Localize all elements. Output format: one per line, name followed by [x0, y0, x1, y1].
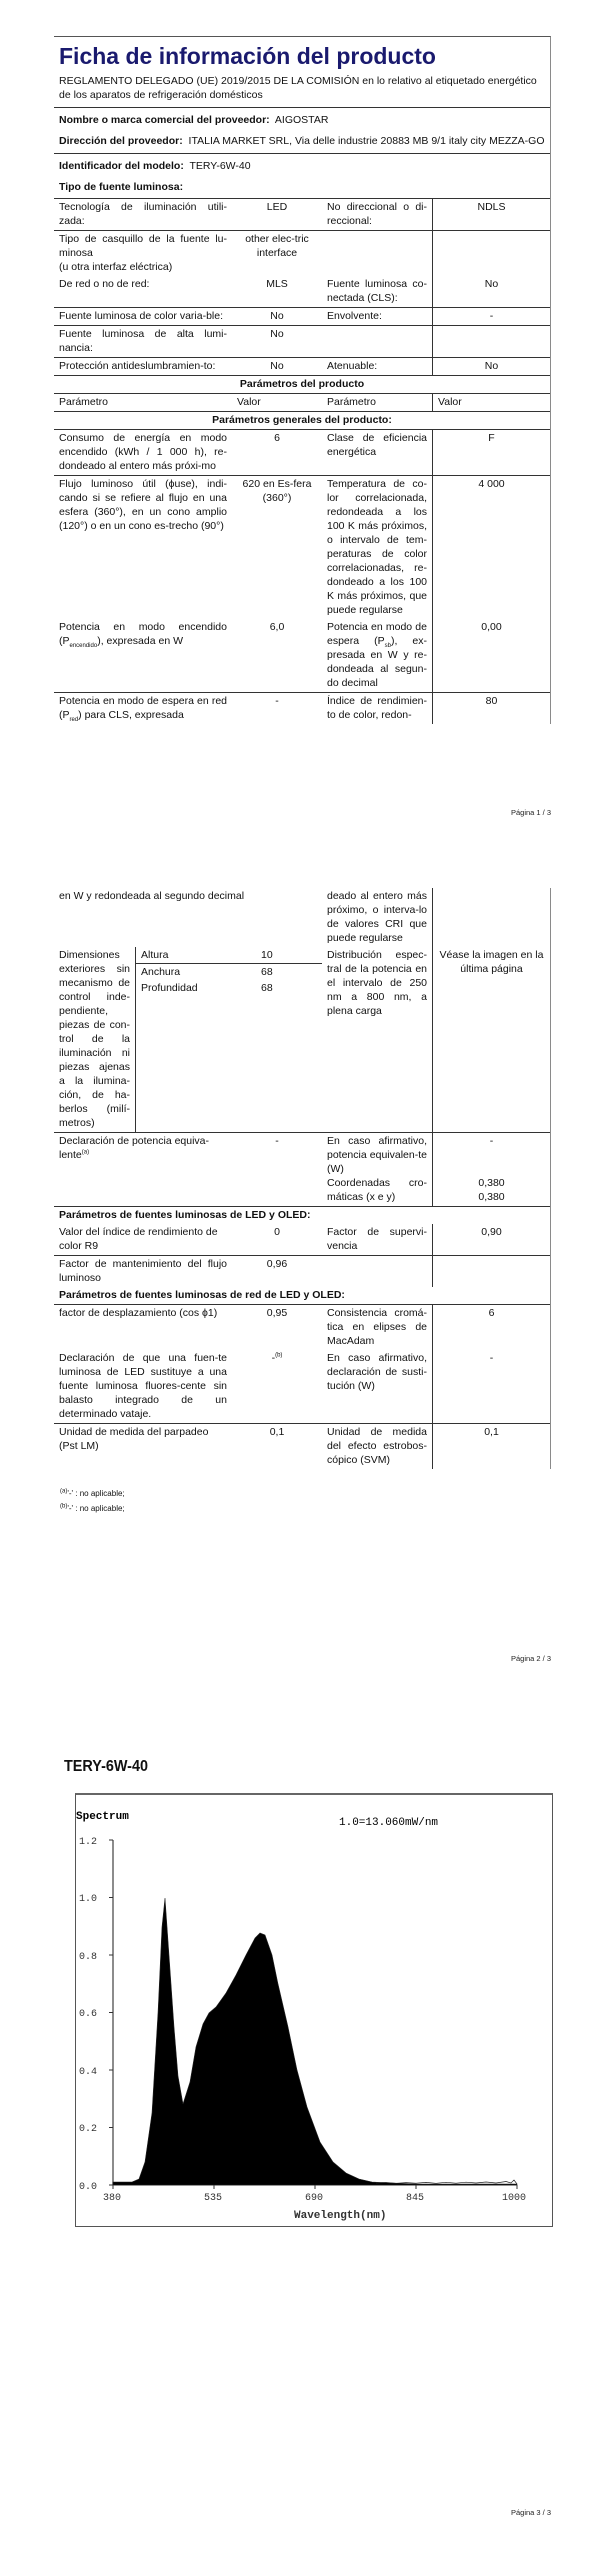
svg-text:1.0: 1.0	[79, 1894, 98, 1905]
cls-label: Fuente luminosa co-nectada (CLS):	[322, 276, 433, 307]
cri-value: 80	[485, 695, 498, 707]
supplier-address-value: ITALIA MARKET SRL, Via delle industrie 20883 MB 9/1 italy city MEZZA-GO	[188, 135, 545, 147]
cct-value: 4 000	[478, 478, 505, 490]
model-label: Identificador del modelo:	[59, 160, 184, 172]
color-consistency-label: Consistencia cromá-tica en elipses de MacAdam	[322, 1305, 433, 1350]
flux-label: Flujo luminoso útil (ϕuse), indi-cando si se refiere al flujo en una esfera (360°), en un cono amplio (120°) o en un cono es-trecho (90°)	[59, 478, 227, 532]
net-standby-label-cont: en W y redondeada al segundo decimal	[59, 890, 245, 902]
svg-text:1000: 1000	[502, 2193, 527, 2204]
cri-label: Índice de rendimien-to de color, redon-	[322, 693, 433, 724]
led-params-title: Parámetros de fuentes luminosas de LED y OLED:	[59, 1209, 311, 1221]
cap-note: (u otra interfaz eléctrica)	[59, 261, 173, 273]
dimensions-values	[136, 947, 322, 1132]
chroma-y-value: 0,380	[478, 1191, 505, 1203]
general-params-row	[54, 412, 550, 430]
col-header-param-1: Parámetro	[59, 396, 109, 408]
equiv-power-row	[54, 1133, 550, 1207]
flicker-label: Unidad de medida del parpadeo (Pst LM)	[59, 1426, 209, 1452]
standby-power-value: 0,00	[481, 621, 502, 633]
dimension-width: Anchura 68	[141, 966, 273, 978]
regulation-row	[54, 73, 550, 108]
envelope-label: Envolvente:	[322, 308, 433, 325]
stroboscopic-label: Unidad de medida del efecto estrobos-cópico (SVM)	[322, 1424, 433, 1469]
supplier-name-label: Nombre o marca comercial del proveedor:	[59, 114, 270, 126]
cap-value: other elec-tric interface	[245, 233, 309, 259]
color-consistency-value: 6	[488, 1307, 495, 1319]
page-number-1: Página 1 / 3	[510, 808, 551, 817]
glare-value: No	[270, 360, 284, 372]
product-info-table-page-1	[54, 36, 551, 724]
survival-value: 0,90	[481, 1226, 502, 1238]
replacement-value: -	[489, 1352, 494, 1364]
params-header-row	[54, 394, 550, 412]
r9-label: Valor del índice de rendimiento de color R9	[59, 1226, 218, 1252]
footnote-a: $^{(a)}$'-' : no aplicable;	[60, 1488, 125, 1498]
svg-text:1.2: 1.2	[79, 1837, 98, 1848]
spectrum-chart	[76, 1795, 552, 2226]
mains-row	[54, 276, 550, 308]
mains-value: MLS	[266, 278, 288, 290]
y-ticks	[79, 1837, 113, 2193]
r9-value: 0	[274, 1226, 280, 1238]
page-number-3: Página 3 / 3	[510, 2508, 551, 2517]
mains-label: De red o no de red:	[59, 278, 150, 290]
supplier-name-row	[54, 108, 550, 133]
svg-text:0.2: 0.2	[79, 2124, 98, 2135]
flicker-value: 0,1	[269, 1426, 285, 1438]
page-title: Ficha de información del producto	[59, 43, 436, 69]
cls-value: No	[484, 278, 499, 290]
dimensions-row	[54, 947, 550, 1133]
spd-value: Véase la imagen en la última página	[439, 949, 544, 975]
dimensions-label: Dimensiones exteriores sin mecanismo de control inde-pendiente, piezas de con-trol de la iluminación ni piezas ajenas a la ilumina-ción, de ha-berlos (milí-metros)	[54, 947, 136, 1132]
on-power-value: 6,0	[269, 621, 285, 633]
svg-text:845: 845	[406, 2193, 425, 2204]
envelope-value: -	[489, 310, 494, 322]
fluorescent-row	[54, 1350, 550, 1424]
cap-row	[54, 231, 550, 276]
cap-label: Tipo de casquillo de la fuente lu-minosa	[59, 233, 227, 259]
directional-value: NDLS	[477, 201, 506, 213]
source-type-heading: Tipo de fuente luminosa:	[59, 181, 184, 193]
displacement-row	[54, 1305, 550, 1350]
equiv-power-value: -	[489, 1135, 494, 1147]
dimmable-value: No	[484, 360, 499, 372]
net-standby-value: -	[275, 695, 279, 707]
supplier-address-row	[54, 133, 550, 154]
energy-row	[54, 430, 550, 476]
lumen-maint-value: 0,96	[266, 1258, 288, 1270]
energy-label: Consumo de energía en modo encendido (kWh / 1 000 h), re-dondeado al entero más próxi-mo	[59, 432, 227, 472]
lumen-maint-row	[54, 1256, 550, 1287]
title-row	[54, 37, 550, 73]
flux-row	[54, 476, 550, 619]
svg-text:0.0: 0.0	[79, 2182, 98, 2193]
tech-value: LED	[266, 201, 288, 213]
eff-class-label: Clase de eficiencia energética	[322, 430, 433, 475]
chart-annotation: 1.0=13.060mW/nm	[339, 1817, 439, 1829]
supplier-address-label: Dirección del proveedor:	[59, 135, 183, 147]
glare-row	[54, 358, 550, 376]
svg-text:690: 690	[305, 2193, 324, 2204]
mains-led-title: Parámetros de fuentes luminosas de red de LED y OLED:	[59, 1289, 345, 1301]
cct-label: Temperatura de co-lor correlacionada, redondeada a los 100 K más próximos, o intervalo de tem-peraturas de color correlacionadas, re-dondeado a los 100 K más próximos, que puede regularse	[322, 476, 433, 619]
dimension-height: Altura 10	[136, 947, 322, 964]
eff-class-value: F	[488, 432, 495, 444]
power-row	[54, 619, 550, 693]
led-params-title-row	[54, 1207, 550, 1224]
svg-text:535: 535	[204, 2193, 223, 2204]
chroma-x-value: 0,380	[478, 1177, 505, 1189]
params-section-title: Parámetros del producto	[239, 378, 365, 390]
high-luminance-value: No	[270, 328, 284, 340]
model-value: TERY-6W-40	[189, 160, 251, 172]
r9-row	[54, 1224, 550, 1256]
y-axis-label: Spectrum	[76, 1811, 129, 1823]
color-tunable-value: No	[270, 310, 284, 322]
footnote-b: $^{(b)}$'-' : no aplicable;	[60, 1503, 125, 1513]
lumen-maint-label: Factor de mantenimiento del flujo luminoso	[59, 1258, 227, 1284]
svg-text:0.4: 0.4	[79, 2067, 98, 2078]
spd-label: Distribución espec-tral de la potencia en el intervalo de 250 nm a 800 nm, a plena carga	[322, 947, 433, 1132]
stroboscopic-value: 0,1	[484, 1426, 499, 1438]
footnotes	[58, 1488, 125, 1514]
mains-led-title-row	[54, 1287, 550, 1305]
page-number-2: Página 2 / 3	[510, 1654, 551, 1663]
fluorescent-value: -$^{(b)}$	[271, 1352, 283, 1364]
cap-empty	[322, 231, 433, 276]
dimension-depth: Profundidad 68	[141, 982, 273, 994]
survival-label: Factor de supervi-vencia	[322, 1224, 433, 1255]
chroma-label: Coordenadas cro-máticas (x e y)	[327, 1177, 427, 1203]
general-params-title: Parámetros generales del producto:	[212, 414, 392, 426]
svg-text:0.8: 0.8	[79, 1952, 98, 1963]
directional-label: No direccional o di-reccional:	[322, 199, 433, 230]
flicker-row	[54, 1424, 550, 1469]
col-header-value-2: Valor	[438, 396, 462, 408]
net-standby-row-part1	[54, 693, 550, 724]
standby-power-label: Potencia en modo de espera $(P_{sb})$, ex-presada en W y re-dondeada al segun-do decimal	[322, 619, 433, 692]
energy-value: 6	[274, 432, 280, 444]
x-axis-label: Wavelength(nm)	[294, 2210, 387, 2222]
model-row	[54, 154, 550, 179]
displacement-label: factor de desplazamiento (cos ϕ1)	[59, 1307, 218, 1319]
equiv-label: Declaración de potencia equiva-lente$^{(a)}$	[59, 1135, 210, 1161]
flux-value: 620 en Es-fera (360°)	[242, 478, 312, 504]
equiv-power-label: En caso afirmativo, potencia equivalen-te (W)	[327, 1135, 427, 1175]
replacement-label: En caso afirmativo, declaración de susti-tución (W)	[322, 1350, 433, 1423]
equiv-value: -	[275, 1135, 279, 1147]
chart-title: TERY-6W-40	[64, 1758, 148, 1775]
svg-text:380: 380	[103, 2193, 122, 2204]
net-standby-row-part2	[54, 888, 550, 947]
glare-label: Protección antideslumbramien-to:	[59, 360, 216, 372]
dimmable-label: Atenuable:	[322, 358, 433, 375]
high-luminance-row	[54, 326, 550, 358]
color-tunable-label: Fuente luminosa de color varia-ble:	[59, 310, 224, 322]
col-header-value-1: Valor	[237, 396, 261, 408]
on-power-label: Potencia en modo encendido $(P_{encendido})$, expresada en W	[59, 621, 227, 650]
displacement-value: 0,95	[266, 1307, 288, 1319]
source-type-heading-row	[54, 179, 550, 199]
cri-label-cont: deado al entero más próximo, o interva-lo de valores CRI que puede regularse	[322, 888, 433, 947]
col-header-param-2: Parámetro	[322, 394, 433, 411]
net-standby-label: Potencia en modo de espera en red $(P_{red})$ para CLS, expresada	[59, 695, 227, 724]
product-info-table-page-2	[54, 888, 551, 1469]
spectrum-area	[113, 1898, 517, 2185]
regulation-text: REGLAMENTO DELEGADO (UE) 2019/2015 DE LA COMISIÓN en lo relativo al etiquetado energético de los aparatos de refrigeración domésticos	[59, 75, 537, 101]
spectrum-chart-frame	[75, 1793, 553, 2227]
svg-text:0.6: 0.6	[79, 2009, 98, 2020]
x-ticks	[103, 2185, 526, 2204]
fluorescent-label: Declaración de que una fuen-te luminosa de LED sustituye a una fuente luminosa fluores-cente sin balasto integrado de un determinado vataje.	[59, 1352, 227, 1420]
high-luminance-label: Fuente luminosa de alta lumi-nancia:	[59, 328, 227, 354]
supplier-name-value: AIGOSTAR	[274, 114, 329, 126]
color-tunable-row	[54, 308, 550, 326]
tech-row	[54, 199, 550, 231]
params-section-row	[54, 376, 550, 394]
tech-label: Tecnología de iluminación utili-zada:	[59, 201, 227, 227]
